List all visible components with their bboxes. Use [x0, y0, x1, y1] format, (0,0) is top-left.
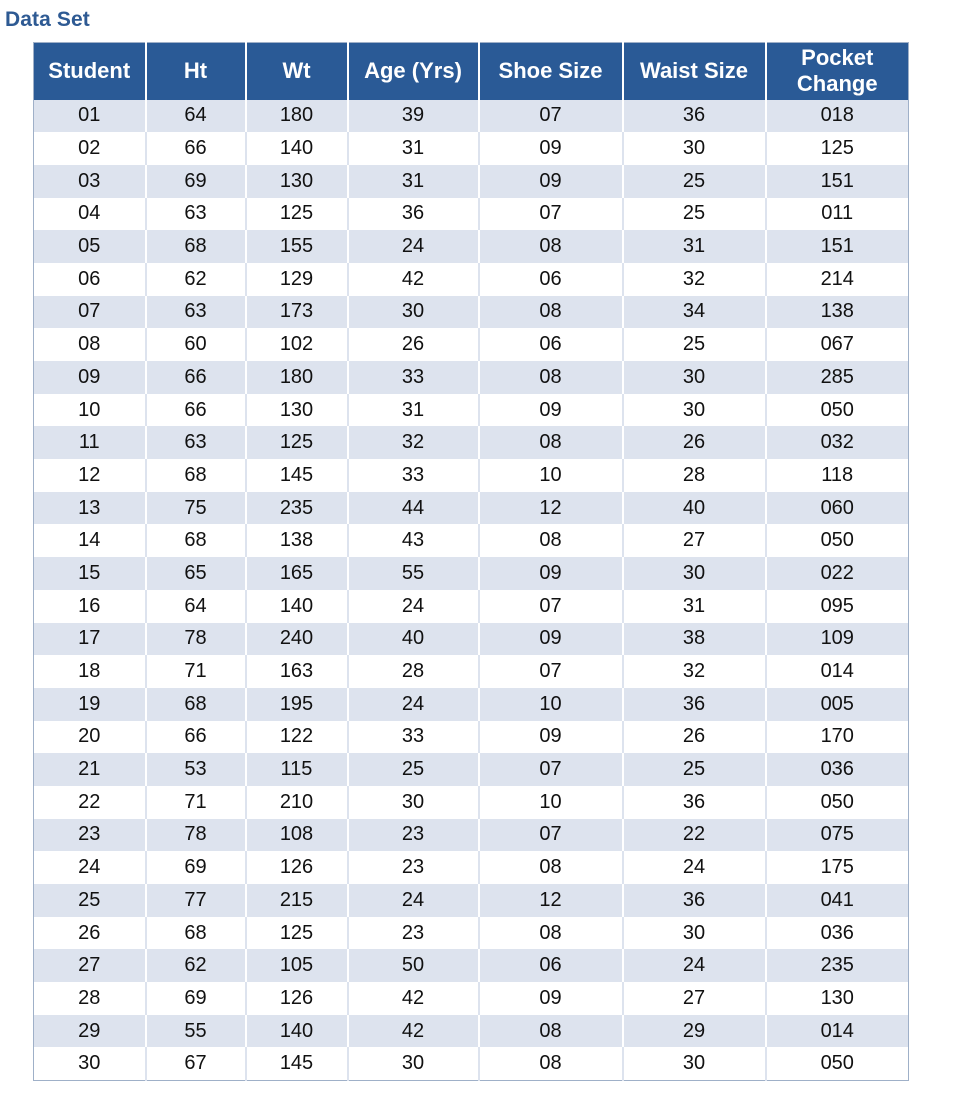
cell-shoe-size: 12: [479, 492, 623, 525]
cell-waist-size: 30: [623, 917, 766, 950]
column-header-waist-size: Waist Size: [623, 43, 766, 100]
cell-height: 66: [146, 394, 246, 427]
cell-waist-size: 25: [623, 165, 766, 198]
table-row: [34, 198, 909, 231]
cell-student: 24: [34, 851, 146, 884]
cell-waist-size: 34: [623, 296, 766, 329]
table-row: [34, 1047, 909, 1080]
cell-age: 24: [348, 230, 479, 263]
cell-student: 06: [34, 263, 146, 296]
cell-height: 71: [146, 655, 246, 688]
table-row: [34, 917, 909, 950]
cell-waist-size: 31: [623, 230, 766, 263]
cell-student: 01: [34, 100, 146, 133]
cell-pocket-change: 151: [766, 230, 909, 263]
cell-height: 66: [146, 361, 246, 394]
cell-height: 55: [146, 1015, 246, 1048]
cell-weight: 180: [246, 361, 348, 394]
column-header-height: Ht: [146, 43, 246, 100]
cell-weight: 235: [246, 492, 348, 525]
cell-shoe-size: 10: [479, 459, 623, 492]
cell-waist-size: 30: [623, 1047, 766, 1080]
table-row: [34, 165, 909, 198]
table-row: [34, 884, 909, 917]
cell-shoe-size: 06: [479, 328, 623, 361]
cell-age: 40: [348, 623, 479, 656]
cell-weight: 140: [246, 590, 348, 623]
cell-height: 66: [146, 721, 246, 754]
cell-pocket-change: 050: [766, 1047, 909, 1080]
cell-weight: 125: [246, 198, 348, 231]
cell-weight: 240: [246, 623, 348, 656]
cell-weight: 138: [246, 524, 348, 557]
cell-height: 75: [146, 492, 246, 525]
cell-weight: 115: [246, 753, 348, 786]
table-row: [34, 819, 909, 852]
column-header-age: Age (Yrs): [348, 43, 479, 100]
cell-shoe-size: 08: [479, 426, 623, 459]
cell-shoe-size: 07: [479, 198, 623, 231]
cell-pocket-change: 109: [766, 623, 909, 656]
cell-height: 62: [146, 263, 246, 296]
cell-age: 24: [348, 688, 479, 721]
cell-waist-size: 27: [623, 982, 766, 1015]
cell-pocket-change: 285: [766, 361, 909, 394]
cell-age: 24: [348, 884, 479, 917]
cell-shoe-size: 08: [479, 1047, 623, 1080]
cell-pocket-change: 011: [766, 198, 909, 231]
table-row: [34, 459, 909, 492]
cell-height: 69: [146, 982, 246, 1015]
page-title: Data Set: [5, 8, 90, 31]
table-row: [34, 394, 909, 427]
cell-waist-size: 36: [623, 688, 766, 721]
cell-age: 43: [348, 524, 479, 557]
cell-shoe-size: 09: [479, 394, 623, 427]
cell-waist-size: 31: [623, 590, 766, 623]
column-header-shoe-size: Shoe Size: [479, 43, 623, 100]
table-row: [34, 426, 909, 459]
cell-shoe-size: 08: [479, 1015, 623, 1048]
cell-shoe-size: 08: [479, 524, 623, 557]
table-row: [34, 655, 909, 688]
table-row: [34, 361, 909, 394]
cell-shoe-size: 09: [479, 982, 623, 1015]
cell-shoe-size: 06: [479, 949, 623, 982]
cell-age: 31: [348, 394, 479, 427]
cell-waist-size: 36: [623, 786, 766, 819]
cell-student: 25: [34, 884, 146, 917]
cell-shoe-size: 08: [479, 296, 623, 329]
cell-student: 10: [34, 394, 146, 427]
cell-height: 71: [146, 786, 246, 819]
cell-age: 55: [348, 557, 479, 590]
cell-pocket-change: 005: [766, 688, 909, 721]
cell-pocket-change: 050: [766, 524, 909, 557]
cell-age: 31: [348, 165, 479, 198]
cell-height: 78: [146, 819, 246, 852]
cell-student: 02: [34, 132, 146, 165]
table-row: [34, 557, 909, 590]
cell-pocket-change: 235: [766, 949, 909, 982]
cell-pocket-change: 130: [766, 982, 909, 1015]
cell-pocket-change: 118: [766, 459, 909, 492]
cell-weight: 163: [246, 655, 348, 688]
cell-student: 07: [34, 296, 146, 329]
cell-weight: 126: [246, 982, 348, 1015]
cell-student: 23: [34, 819, 146, 852]
table-header: [34, 43, 909, 100]
cell-student: 11: [34, 426, 146, 459]
column-header-pocket-change: Pocket Change: [766, 43, 909, 100]
cell-age: 30: [348, 1047, 479, 1080]
cell-pocket-change: 138: [766, 296, 909, 329]
cell-shoe-size: 07: [479, 590, 623, 623]
cell-height: 78: [146, 623, 246, 656]
cell-shoe-size: 09: [479, 721, 623, 754]
cell-shoe-size: 07: [479, 100, 623, 133]
cell-weight: 210: [246, 786, 348, 819]
cell-pocket-change: 151: [766, 165, 909, 198]
cell-waist-size: 27: [623, 524, 766, 557]
cell-weight: 195: [246, 688, 348, 721]
cell-pocket-change: 095: [766, 590, 909, 623]
cell-waist-size: 32: [623, 263, 766, 296]
cell-age: 32: [348, 426, 479, 459]
cell-shoe-size: 08: [479, 230, 623, 263]
cell-height: 77: [146, 884, 246, 917]
cell-student: 27: [34, 949, 146, 982]
cell-weight: 125: [246, 917, 348, 950]
cell-waist-size: 25: [623, 328, 766, 361]
cell-student: 21: [34, 753, 146, 786]
cell-pocket-change: 060: [766, 492, 909, 525]
cell-weight: 130: [246, 394, 348, 427]
cell-age: 30: [348, 296, 479, 329]
table-row: [34, 1015, 909, 1048]
cell-height: 62: [146, 949, 246, 982]
cell-height: 68: [146, 524, 246, 557]
cell-age: 44: [348, 492, 479, 525]
cell-pocket-change: 075: [766, 819, 909, 852]
cell-height: 53: [146, 753, 246, 786]
cell-age: 42: [348, 1015, 479, 1048]
table-row: [34, 492, 909, 525]
table-row: [34, 949, 909, 982]
cell-shoe-size: 10: [479, 688, 623, 721]
cell-weight: 145: [246, 459, 348, 492]
cell-height: 66: [146, 132, 246, 165]
cell-weight: 145: [246, 1047, 348, 1080]
cell-shoe-size: 08: [479, 851, 623, 884]
cell-weight: 105: [246, 949, 348, 982]
cell-weight: 129: [246, 263, 348, 296]
cell-height: 63: [146, 426, 246, 459]
cell-weight: 165: [246, 557, 348, 590]
cell-height: 69: [146, 851, 246, 884]
cell-age: 30: [348, 786, 479, 819]
cell-student: 14: [34, 524, 146, 557]
cell-height: 68: [146, 230, 246, 263]
table-row: [34, 100, 909, 133]
cell-height: 68: [146, 917, 246, 950]
cell-pocket-change: 050: [766, 394, 909, 427]
cell-pocket-change: 032: [766, 426, 909, 459]
cell-student: 13: [34, 492, 146, 525]
cell-waist-size: 36: [623, 100, 766, 133]
table-row: [34, 263, 909, 296]
cell-student: 05: [34, 230, 146, 263]
cell-pocket-change: 125: [766, 132, 909, 165]
cell-weight: 180: [246, 100, 348, 133]
cell-age: 24: [348, 590, 479, 623]
cell-weight: 126: [246, 851, 348, 884]
cell-pocket-change: 041: [766, 884, 909, 917]
data-table: [33, 42, 909, 1081]
cell-weight: 173: [246, 296, 348, 329]
table-row: [34, 328, 909, 361]
cell-waist-size: 30: [623, 394, 766, 427]
cell-waist-size: 24: [623, 949, 766, 982]
cell-age: 23: [348, 917, 479, 950]
cell-student: 29: [34, 1015, 146, 1048]
cell-student: 26: [34, 917, 146, 950]
cell-student: 09: [34, 361, 146, 394]
cell-height: 68: [146, 459, 246, 492]
cell-weight: 108: [246, 819, 348, 852]
cell-shoe-size: 08: [479, 361, 623, 394]
cell-shoe-size: 07: [479, 819, 623, 852]
cell-waist-size: 29: [623, 1015, 766, 1048]
cell-pocket-change: 014: [766, 655, 909, 688]
cell-pocket-change: 036: [766, 917, 909, 950]
table-row: [34, 623, 909, 656]
table-row: [34, 786, 909, 819]
cell-age: 25: [348, 753, 479, 786]
table-row: [34, 982, 909, 1015]
table-row: [34, 688, 909, 721]
cell-waist-size: 24: [623, 851, 766, 884]
cell-pocket-change: 170: [766, 721, 909, 754]
cell-age: 23: [348, 851, 479, 884]
cell-waist-size: 25: [623, 198, 766, 231]
cell-height: 65: [146, 557, 246, 590]
cell-waist-size: 28: [623, 459, 766, 492]
cell-height: 64: [146, 100, 246, 133]
cell-waist-size: 26: [623, 426, 766, 459]
cell-pocket-change: 175: [766, 851, 909, 884]
cell-waist-size: 26: [623, 721, 766, 754]
cell-waist-size: 38: [623, 623, 766, 656]
cell-waist-size: 30: [623, 132, 766, 165]
cell-pocket-change: 022: [766, 557, 909, 590]
cell-shoe-size: 12: [479, 884, 623, 917]
table-row: [34, 851, 909, 884]
cell-pocket-change: 214: [766, 263, 909, 296]
cell-shoe-size: 10: [479, 786, 623, 819]
cell-age: 31: [348, 132, 479, 165]
column-header-weight: Wt: [246, 43, 348, 100]
cell-height: 69: [146, 165, 246, 198]
cell-weight: 215: [246, 884, 348, 917]
cell-student: 16: [34, 590, 146, 623]
cell-waist-size: 30: [623, 557, 766, 590]
cell-age: 23: [348, 819, 479, 852]
cell-student: 22: [34, 786, 146, 819]
cell-height: 60: [146, 328, 246, 361]
cell-pocket-change: 067: [766, 328, 909, 361]
cell-shoe-size: 09: [479, 165, 623, 198]
table-body: [34, 100, 909, 1081]
cell-age: 50: [348, 949, 479, 982]
cell-age: 33: [348, 361, 479, 394]
cell-student: 28: [34, 982, 146, 1015]
cell-waist-size: 22: [623, 819, 766, 852]
cell-pocket-change: 036: [766, 753, 909, 786]
header-row: [34, 43, 909, 100]
cell-weight: 125: [246, 426, 348, 459]
cell-age: 42: [348, 263, 479, 296]
cell-weight: 140: [246, 1015, 348, 1048]
cell-student: 20: [34, 721, 146, 754]
cell-waist-size: 25: [623, 753, 766, 786]
cell-weight: 130: [246, 165, 348, 198]
cell-shoe-size: 09: [479, 557, 623, 590]
cell-shoe-size: 09: [479, 132, 623, 165]
cell-student: 08: [34, 328, 146, 361]
cell-shoe-size: 07: [479, 753, 623, 786]
cell-waist-size: 36: [623, 884, 766, 917]
cell-student: 03: [34, 165, 146, 198]
cell-age: 36: [348, 198, 479, 231]
cell-pocket-change: 018: [766, 100, 909, 133]
cell-weight: 102: [246, 328, 348, 361]
cell-student: 19: [34, 688, 146, 721]
cell-shoe-size: 09: [479, 623, 623, 656]
cell-weight: 155: [246, 230, 348, 263]
table-row: [34, 524, 909, 557]
cell-height: 68: [146, 688, 246, 721]
cell-shoe-size: 07: [479, 655, 623, 688]
cell-shoe-size: 08: [479, 917, 623, 950]
cell-student: 18: [34, 655, 146, 688]
cell-waist-size: 40: [623, 492, 766, 525]
cell-age: 26: [348, 328, 479, 361]
cell-shoe-size: 06: [479, 263, 623, 296]
cell-weight: 140: [246, 132, 348, 165]
cell-height: 63: [146, 198, 246, 231]
cell-age: 33: [348, 459, 479, 492]
cell-age: 28: [348, 655, 479, 688]
cell-height: 63: [146, 296, 246, 329]
cell-height: 67: [146, 1047, 246, 1080]
cell-age: 39: [348, 100, 479, 133]
cell-student: 15: [34, 557, 146, 590]
table-row: [34, 132, 909, 165]
cell-waist-size: 32: [623, 655, 766, 688]
cell-student: 17: [34, 623, 146, 656]
cell-student: 12: [34, 459, 146, 492]
cell-pocket-change: 014: [766, 1015, 909, 1048]
cell-waist-size: 30: [623, 361, 766, 394]
cell-weight: 122: [246, 721, 348, 754]
column-header-student: Student: [34, 43, 146, 100]
cell-age: 42: [348, 982, 479, 1015]
cell-student: 30: [34, 1047, 146, 1080]
table-row: [34, 296, 909, 329]
table-row: [34, 753, 909, 786]
cell-pocket-change: 050: [766, 786, 909, 819]
cell-age: 33: [348, 721, 479, 754]
table-row: [34, 590, 909, 623]
table-row: [34, 721, 909, 754]
cell-student: 04: [34, 198, 146, 231]
cell-height: 64: [146, 590, 246, 623]
table-row: [34, 230, 909, 263]
